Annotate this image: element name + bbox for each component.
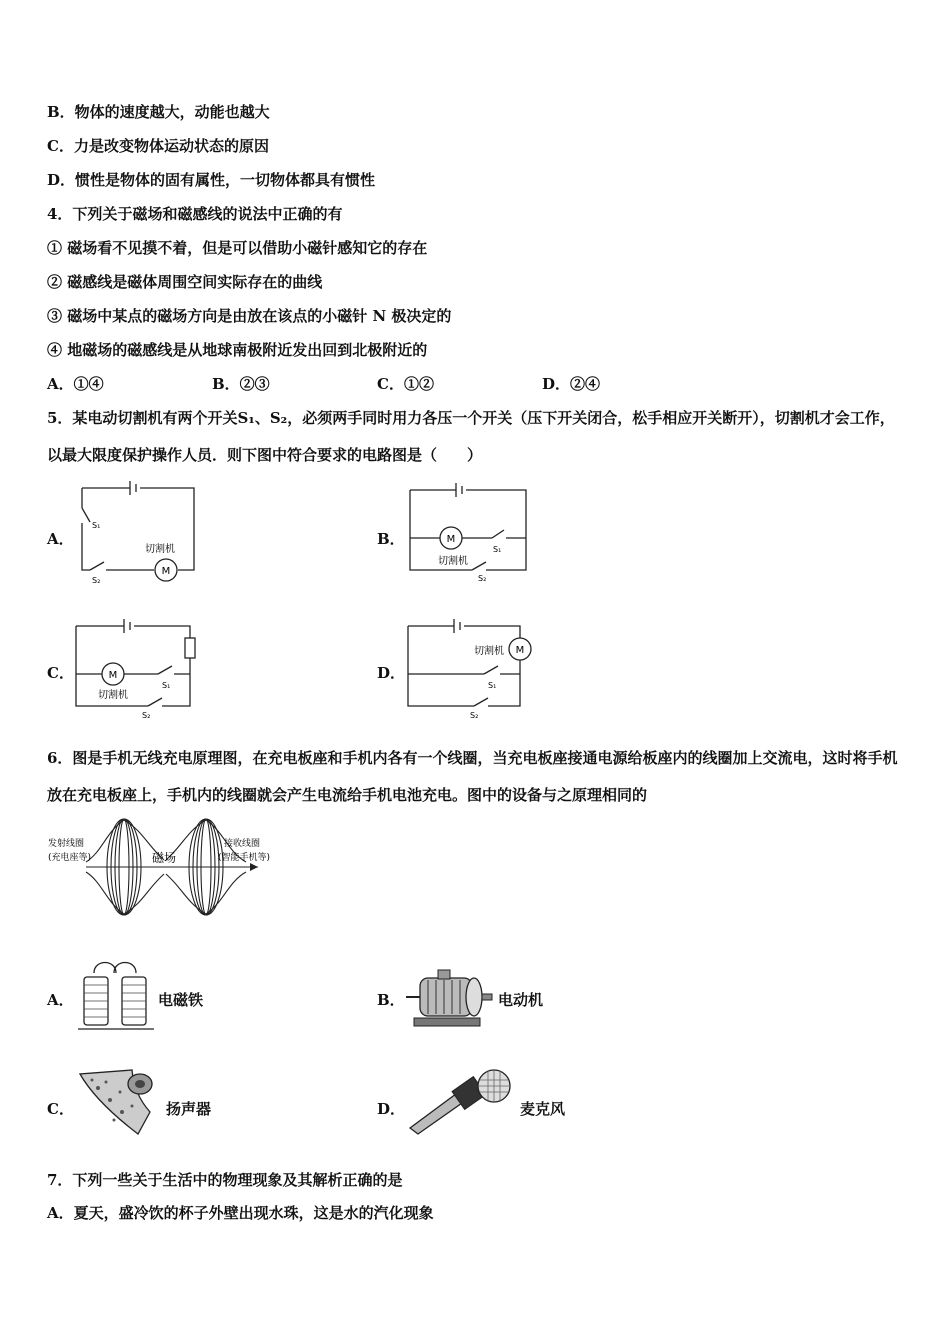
circuit-a [70,478,210,590]
motor-label: M [446,534,456,545]
q4-option-a: A．①④ [47,375,104,393]
q5-label-c: C． [47,664,74,682]
q5-label-d: D． [377,664,406,682]
q6-label-d: D． [377,1100,406,1118]
switch-s1-label: S₁ [493,545,502,554]
q6-option-d-text: 麦克风 [520,1100,566,1118]
electric-motor-picture [402,966,494,1036]
q6-label-c: C． [47,1100,74,1118]
transmit-coil-note: (充电座等) [48,853,92,863]
q4-option-b: B．②③ [212,375,270,393]
motor-label: M [161,566,171,577]
q4-statement-1: ① 磁场看不见摸不着，但是可以借助小磁针感知它的存在 [47,239,428,257]
q5-label-a: A． [47,530,74,548]
microphone-picture [406,1066,514,1136]
switch-s1-label: S₁ [488,681,497,690]
option-c: C．力是改变物体运动状态的原因 [47,137,269,155]
switch-s1-label: S₁ [162,681,171,690]
q4-option-d: D．②④ [542,375,601,393]
q4-statement-2: ② 磁感线是磁体周围空间实际存在的曲线 [47,273,323,291]
loudspeaker-picture [76,1062,160,1138]
machine-label: 切割机 [438,556,468,567]
q6-option-c-text: 扬声器 [166,1100,212,1118]
electromagnet-picture [72,955,156,1035]
motor-label: M [515,645,525,656]
q5-label-b: B． [377,530,405,548]
q7-option-a: A．夏天，盛冷饮的杯子外壁出现水珠，这是水的汽化现象 [47,1204,434,1222]
transmit-coil-label: 发射线圈 [48,839,85,849]
switch-s2-label: S₂ [142,711,151,720]
circuit-c [66,612,206,724]
machine-label: 切割机 [98,690,128,701]
circuit-b [400,480,540,588]
motor-label: M [108,670,118,681]
q6-label-a: A． [47,991,74,1009]
switch-s2-label: S₂ [92,576,101,585]
wireless-charging-figure [46,812,292,922]
q6-label-b: B． [377,991,405,1009]
q6-stem: 6．图是手机无线充电原理图，在充电板座和手机内各有一个线圈，当充电板座接通电源给板座内的线圈加上交流电，这时将手机放在充电板座上，手机内的线圈就会产生电流给手机电池充电。图中的设备与之原理相同的 [47,749,898,804]
q4-stem: 4．下列关于磁场和磁感线的说法中正确的有 [47,205,343,223]
option-b: B．物体的速度越大，动能也越大 [47,103,270,121]
q7-stem: 7．下列一些关于生活中的物理现象及其解析正确的是 [47,1171,403,1189]
magnetic-field-label: 磁场 [152,851,177,865]
q5-stem: 5．某电动切割机有两个开关S₁、S₂，必须两手同时用力各压一个开关（压下开关闭合，松手相应开关断开），切割机才会工作，以最大限度保护操作人员．则下图中符合要求的电路图是（ ） [47,409,895,464]
switch-s1-label: S₁ [92,521,101,530]
q4-option-c: C．①② [377,375,434,393]
q4-statement-4: ④ 地磁场的磁感线是从地球南极附近发出回到北极附近的 [47,341,428,359]
option-d: D．惯性是物体的固有属性，一切物体都具有惯性 [47,171,376,189]
receive-coil-label: 接收线圈 [224,839,261,849]
circuit-d [398,612,538,724]
machine-label: 切割机 [474,646,504,657]
switch-s2-label: S₂ [478,574,487,583]
q4-statement-3: ③ 磁场中某点的磁场方向是由放在该点的小磁针 N 极决定的 [47,307,452,325]
q6-option-b-text: 电动机 [498,991,544,1009]
machine-label: 切割机 [145,544,175,555]
switch-s2-label: S₂ [470,711,479,720]
q6-option-a-text: 电磁铁 [158,991,204,1009]
receive-coil-note: (智能手机等) [218,853,271,863]
